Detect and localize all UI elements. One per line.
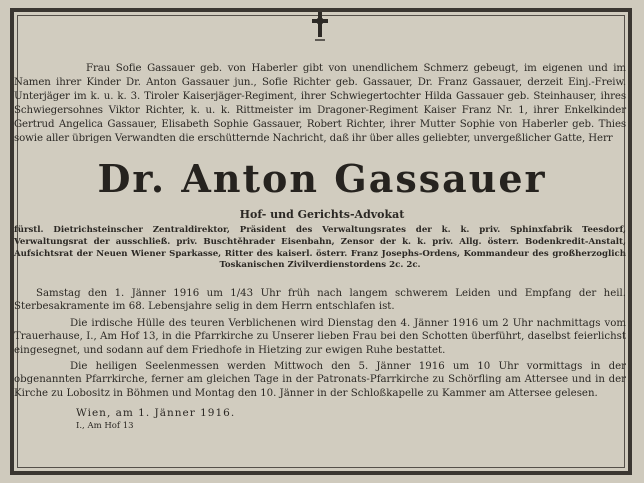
intro-text: Frau Sofie Gassauer geb. von Haberler gibt von unendlichem Schmerz gebeugt, im eigenen und im Namen ihrer Kinder Dr. Anton Gassauer jun., Sofie Richter geb. Gassauer, Dr. Franz Gassauer, derzeit Einj.-Freiw. Unterjäger im k. u. k. 3. Tiroler Kaiserjäger-Regiment, ihrer Schwiegertochter Hilda Gassauer geb. Steinhauser, ihres Schwiegersohnes Viktor Richter, k. u. k. Rittmeister im Dragoner-Regiment Kaiser Franz Nr. 1, ihrer Enkelkinder Gertrud Angelica Gassauer, Elisabeth Sophie Gassauer, Robert Richter, ihrer Mutter Sophie von Haberler geb. Thies sowie aller übrigen Verwandten die erschütternde Nachricht, daß ihr über alles geliebter, unvergeßlicher Gatte, Herr bbox=[14, 63, 626, 144]
deceased-name: Dr. Anton Gassauer bbox=[97, 156, 547, 201]
masses-paragraph: Die heiligen Seelenmessen werden Mittwoch den 5. Jänner 1916 um 10 Uhr vormittags in der obgenannten Pfarrkirche, ferner am gleichen Tage in der Patronats-Pfarrkirche zu Schörfling am Attersee und in der Kirche zu Lobositz in Böhmen und Montag den 10. Jänner in der Schloßkapelle zu Kammer am Attersee gelesen. bbox=[14, 361, 626, 399]
funeral-paragraph: Die irdische Hülle des teuren Verblichenen wird Dienstag den 4. Jänner 1916 um 2 Uhr nachmittags vom Trauerhause, I., Am Hof 13, in die Pfarrkirche zu Unserer lieben Frau bei den Schotten überführt, daselbst feierlichst eingesegnet, und sodann auf dem Friedhofe in Hietzing zur ewigen Ruhe bestattet. bbox=[14, 317, 626, 356]
titles-paragraph: fürstl. Dietrichsteinscher Zentraldirektor, Präsident des Verwaltungsrates der k. k. priv. Sphinxfabrik Teesdorf, Verwaltungsrat der ausschließ. priv. Buschtěhrader Eisenbahn, Zensor der k. k. priv. Allg. österr. Bodenkredit-Anstalt, Aufsichtsrat der Neuen Wiener Sparkasse, Ritter des kaiserl. österr. Franz Josephs-Ordens, Kommandeur des großherzoglich Toskanischen Zivilverdienstordens 2c. 2c. bbox=[14, 225, 626, 271]
cross-icon bbox=[309, 10, 331, 42]
place-date: Wien, am 1. Jänner 1916. bbox=[76, 407, 236, 419]
announcement-body bbox=[14, 287, 626, 403]
intro-paragraph bbox=[14, 62, 626, 145]
profession-line: Hof- und Gerichts-Advokat bbox=[239, 208, 405, 221]
death-paragraph: Samstag den 1. Jänner 1916 um 1/43 Uhr früh nach langem schwerem Leiden und Empfang der heil. Sterbesakramente im 68. Lebensjahre selig in dem Herrn entschlafen ist. bbox=[14, 288, 626, 313]
address-line: I., Am Hof 13 bbox=[76, 421, 134, 431]
